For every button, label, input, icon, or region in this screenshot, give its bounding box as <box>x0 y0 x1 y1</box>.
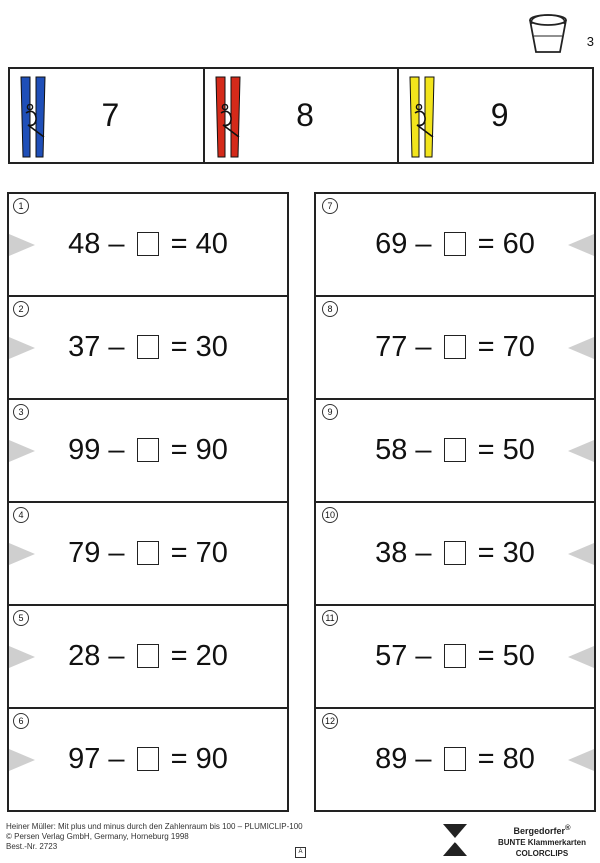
task-card[interactable] <box>314 398 596 501</box>
equals-sign: = <box>477 640 495 672</box>
minus-sign: – <box>415 537 432 569</box>
answer-box[interactable] <box>444 541 466 565</box>
answer-box[interactable] <box>444 335 466 359</box>
card-number: 8 <box>322 301 338 317</box>
equation <box>9 743 287 776</box>
footer-title-line: Heiner Müller: Mit plus und minus durch den Zahlenraum bis 100 – PLUMICLIP-100 <box>6 822 303 831</box>
equals-sign: = <box>477 743 495 775</box>
answer-box[interactable] <box>444 438 466 462</box>
answer-box[interactable] <box>444 747 466 771</box>
result: 30 <box>195 331 228 363</box>
result: 20 <box>195 640 228 672</box>
result: 60 <box>502 228 535 260</box>
minuend: 37 <box>68 331 101 363</box>
task-card[interactable] <box>7 604 289 707</box>
clip-number-red: 8 <box>296 97 314 133</box>
task-card[interactable] <box>314 192 596 295</box>
equation <box>316 743 594 776</box>
result: 80 <box>502 743 535 775</box>
equals-sign: = <box>170 331 188 363</box>
card-number: 6 <box>13 713 29 729</box>
card-column-left <box>7 192 289 812</box>
card-number: 4 <box>13 507 29 523</box>
answer-box[interactable] <box>137 335 159 359</box>
answer-box[interactable] <box>444 232 466 256</box>
result: 70 <box>502 331 535 363</box>
persen-logo-icon <box>440 822 470 858</box>
a-mark: A <box>295 847 306 858</box>
minus-sign: – <box>415 640 432 672</box>
minuend: 57 <box>375 640 408 672</box>
persen-logo-text: Persen <box>447 839 463 845</box>
card-number: 5 <box>13 610 29 626</box>
brand-name: Bergedorfer <box>513 826 565 836</box>
minuend: 58 <box>375 434 408 466</box>
equation <box>9 331 287 364</box>
result: 50 <box>502 640 535 672</box>
result: 70 <box>195 537 228 569</box>
series-name: BUNTE Klammerkarten <box>497 838 587 847</box>
equals-sign: = <box>477 331 495 363</box>
answer-box[interactable] <box>137 644 159 668</box>
card-number: 9 <box>322 404 338 420</box>
minuend: 79 <box>68 537 101 569</box>
task-card[interactable] <box>314 604 596 707</box>
series-name-en: COLORCLIPS <box>515 849 569 858</box>
equals-sign: = <box>170 537 188 569</box>
minus-sign: – <box>108 331 125 363</box>
answer-box[interactable] <box>137 232 159 256</box>
minuend: 28 <box>68 640 101 672</box>
minus-sign: – <box>415 743 432 775</box>
equation <box>316 228 594 261</box>
page-number: 3 <box>586 34 594 49</box>
equation <box>316 434 594 467</box>
equation <box>316 640 594 673</box>
result: 50 <box>502 434 535 466</box>
clip-cell-yellow <box>399 69 592 162</box>
task-card[interactable] <box>7 501 289 604</box>
equation <box>9 640 287 673</box>
equals-sign: = <box>170 228 188 260</box>
footer-credits <box>6 822 303 852</box>
card-number: 11 <box>322 610 338 626</box>
task-card[interactable] <box>7 192 289 295</box>
result: 90 <box>195 743 228 775</box>
bucket-icon <box>524 10 572 56</box>
minus-sign: – <box>108 434 125 466</box>
minuend: 69 <box>375 228 408 260</box>
equals-sign: = <box>170 640 188 672</box>
task-card[interactable] <box>314 295 596 398</box>
minus-sign: – <box>415 228 432 260</box>
footer-order-number: Best.-Nr. 2723 <box>6 842 58 851</box>
equals-sign: = <box>170 743 188 775</box>
task-card[interactable] <box>7 295 289 398</box>
minus-sign: – <box>108 228 125 260</box>
equals-sign: = <box>477 537 495 569</box>
card-number: 1 <box>13 198 29 214</box>
clip-legend <box>8 67 594 164</box>
card-column-right <box>314 192 596 812</box>
equation <box>9 434 287 467</box>
minus-sign: – <box>108 537 125 569</box>
card-number: 7 <box>322 198 338 214</box>
card-number: 3 <box>13 404 29 420</box>
card-number: 12 <box>322 713 338 729</box>
minus-sign: – <box>108 640 125 672</box>
card-number: 10 <box>322 507 338 523</box>
task-card[interactable] <box>314 707 596 812</box>
minuend: 99 <box>68 434 101 466</box>
equation <box>9 228 287 261</box>
minuend: 77 <box>375 331 408 363</box>
task-card[interactable] <box>7 707 289 812</box>
footer-copyright-line: © Persen Verlag GmbH, Germany, Horneburg 1998 <box>6 832 189 841</box>
equation <box>316 537 594 570</box>
publisher-brand <box>488 822 596 859</box>
result: 30 <box>502 537 535 569</box>
minus-sign: – <box>415 434 432 466</box>
registered-mark: ® <box>564 823 571 832</box>
equation <box>9 537 287 570</box>
clip-cell-red <box>205 69 400 162</box>
task-card[interactable] <box>314 501 596 604</box>
task-card[interactable] <box>7 398 289 501</box>
result: 40 <box>195 228 228 260</box>
minuend: 97 <box>68 743 101 775</box>
result: 90 <box>195 434 228 466</box>
equals-sign: = <box>170 434 188 466</box>
minus-sign: – <box>415 331 432 363</box>
answer-box[interactable] <box>137 541 159 565</box>
answer-box[interactable] <box>137 747 159 771</box>
minuend: 89 <box>375 743 408 775</box>
clip-number-yellow: 9 <box>490 97 509 133</box>
equals-sign: = <box>477 434 495 466</box>
clip-number-blue: 7 <box>101 97 120 133</box>
answer-box[interactable] <box>444 644 466 668</box>
minus-sign: – <box>108 743 125 775</box>
clip-cell-blue <box>10 69 205 162</box>
equals-sign: = <box>477 228 495 260</box>
minuend: 48 <box>68 228 101 260</box>
card-number: 2 <box>13 301 29 317</box>
minuend: 38 <box>375 537 408 569</box>
equation <box>316 331 594 364</box>
answer-box[interactable] <box>137 438 159 462</box>
